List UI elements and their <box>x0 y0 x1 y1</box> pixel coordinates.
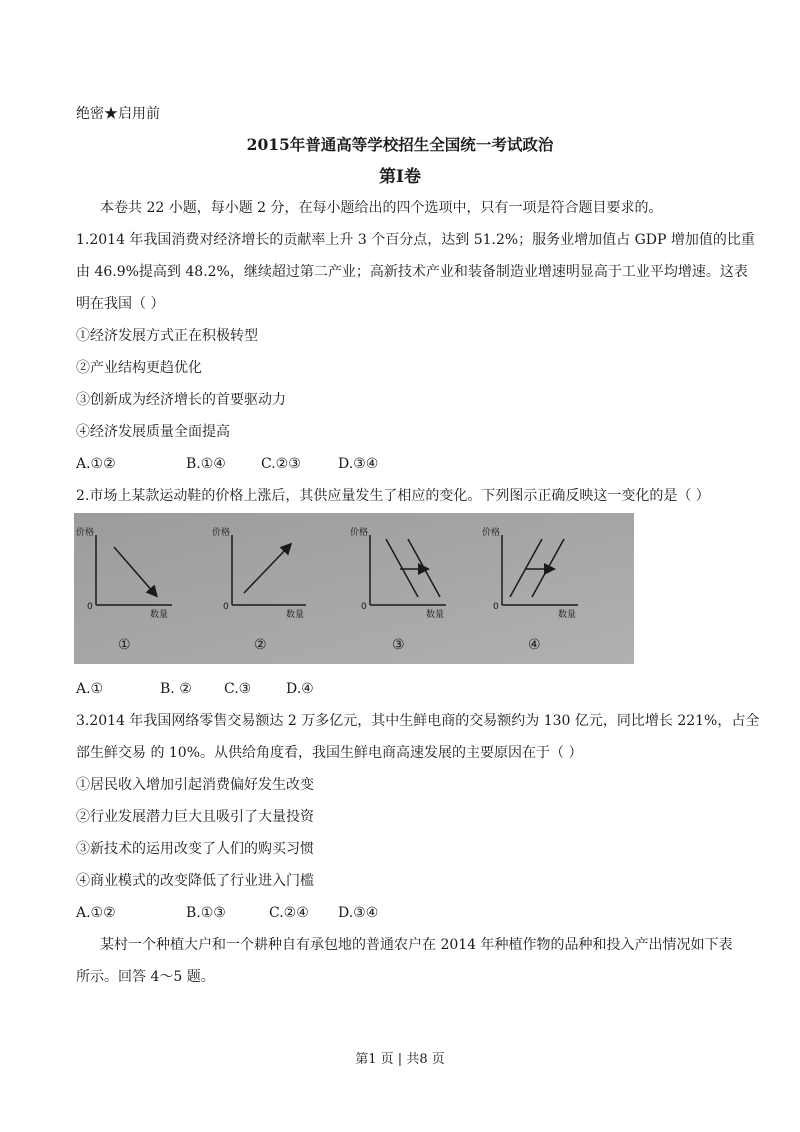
y-axis-label: 价格 <box>76 528 95 538</box>
q1-stem-line-1: 1.2014 年我国消费对经济增长的贡献率上升 3 个百分点，达到 51.2%；服务业增加值占 GDP 增加值的比重 <box>76 232 755 248</box>
part-heading: 第Ⅰ卷 <box>379 167 421 187</box>
q3-statement-4: ④商业模式的改变降低了行业进入门槛 <box>76 873 314 889</box>
passage-line-1: 某村一个种植大户和一个耕种自有承包地的普通农户在 2014 年种植作物的品种和投入产出情况如下表 <box>100 937 733 953</box>
q1-statement-3: ③创新成为经济增长的首要驱动力 <box>76 392 286 408</box>
q1-statement-4: ④经济发展质量全面提高 <box>76 424 230 440</box>
x-axis-label: 数量 <box>286 610 305 620</box>
q1-options <box>76 454 476 474</box>
q3-statement-2: ②行业发展潜力巨大且吸引了大量投资 <box>76 809 314 825</box>
supply-diagrams-figure <box>74 513 634 664</box>
q3-statement-3: ③新技术的运用改变了人们的购买习惯 <box>76 841 314 857</box>
q1-option-b[interactable]: B.①④ <box>186 456 226 472</box>
q3-option-a[interactable]: A.①② <box>76 905 116 921</box>
q2-option-d[interactable]: D.④ <box>286 681 314 697</box>
q3-option-c[interactable]: C.②④ <box>269 905 309 921</box>
x-axis-label: 数量 <box>426 610 445 620</box>
q3-statement-1: ①居民收入增加引起消费偏好发生改变 <box>76 777 314 793</box>
instructions: 本卷共 22 小题，每小题 2 分，在每小题给出的四个选项中，只有一项是符合题目要求的。 <box>100 200 663 216</box>
q3-option-b[interactable]: B.①③ <box>186 905 226 921</box>
y-axis-label: 价格 <box>482 528 501 538</box>
q1-statement-1: ①经济发展方式正在积极转型 <box>76 328 258 344</box>
panel-label-2: ② <box>254 637 267 653</box>
q2-stem: 2.市场上某款运动鞋的价格上涨后，其供应量发生了相应的变化。下列图示正确反映这一变化的是（ ） <box>76 488 710 504</box>
x-axis-label: 数量 <box>558 610 577 620</box>
panel-label-4: ④ <box>528 637 541 653</box>
y-axis-label: 价格 <box>350 528 369 538</box>
q3-stem-line-1: 3.2014 年我国网络零售交易额达 2 万多亿元，其中生鲜电商的交易额约为 130 亿元，同比增长 221%，占全 <box>76 713 760 729</box>
q1-statement-2: ②产业结构更趋优化 <box>76 360 202 376</box>
panel-label-1: ① <box>118 637 131 653</box>
y-axis-label: 价格 <box>212 528 231 538</box>
q3-option-d[interactable]: D.③④ <box>338 905 379 921</box>
q1-stem-line-2: 由 46.9%提高到 48.2%，继续超过第二产业；高新技术产业和装备制造业增速明显高于工业平均增速。这表 <box>76 264 748 280</box>
page-footer: 第1 页 | 共8 页 <box>355 1052 445 1067</box>
exam-title: 2015年普通高等学校招生全国统一考试政治 <box>246 135 554 154</box>
q3-options <box>76 903 476 923</box>
q1-stem-line-3: 明在我国（ ） <box>76 296 165 312</box>
origin-label: 0 <box>361 602 367 612</box>
origin-label: 0 <box>493 602 499 612</box>
q3-stem-line-2: 部生鲜交易 的 10%。从供给角度看，我国生鲜电商高速发展的主要原因在于（ ） <box>76 745 583 761</box>
q1-option-a[interactable]: A.①② <box>76 456 116 472</box>
q2-option-b[interactable]: B. ② <box>160 681 192 697</box>
q2-option-c[interactable]: C.③ <box>224 681 252 697</box>
panel-label-3: ③ <box>392 637 405 653</box>
q1-option-c[interactable]: C.②③ <box>261 456 301 472</box>
confidential-label: 绝密★启用前 <box>76 106 160 122</box>
passage-line-2: 所示。回答 4～5 题。 <box>76 969 215 985</box>
q2-option-a[interactable]: A.① <box>76 681 104 697</box>
x-axis-label: 数量 <box>150 610 169 620</box>
origin-label: 0 <box>223 602 229 612</box>
origin-label: 0 <box>87 602 93 612</box>
q2-options <box>76 679 476 699</box>
q1-option-d[interactable]: D.③④ <box>338 456 379 472</box>
